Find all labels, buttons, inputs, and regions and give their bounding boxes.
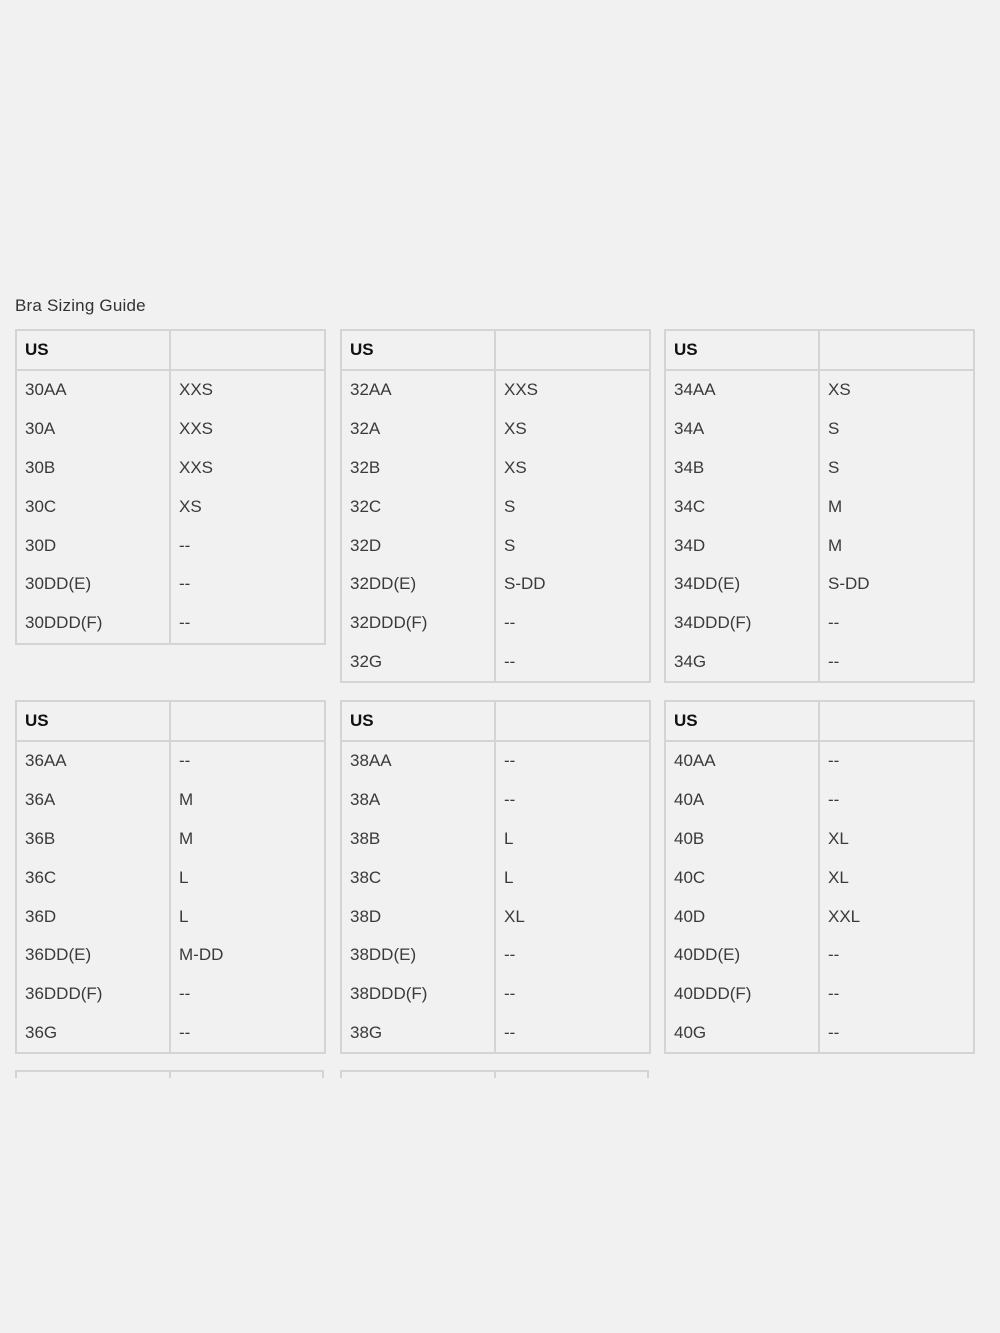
letter-size-cell: M — [828, 496, 843, 516]
us-size-cell: 32D — [341, 526, 495, 565]
table-row — [665, 897, 974, 936]
letter-size-cell: M — [828, 535, 843, 555]
column-header-size — [495, 701, 650, 741]
table-row — [341, 897, 650, 936]
table-row — [341, 487, 650, 526]
table-row — [16, 897, 325, 936]
letter-size-cell: -- — [828, 1022, 840, 1042]
table-row — [341, 370, 650, 410]
letter-size-cell: S — [828, 457, 840, 477]
letter-size-cell: M-DD — [179, 945, 224, 965]
size-table — [664, 700, 975, 1054]
us-size-cell: 32G — [341, 643, 495, 683]
us-size-cell: 36D — [16, 897, 170, 936]
us-size-cell: 34G — [665, 643, 819, 683]
us-size-cell: 38A — [341, 781, 495, 820]
us-size-cell: 32DDD(F) — [341, 604, 495, 643]
us-size-cell: 36AA — [16, 741, 170, 781]
column-header-size — [819, 330, 974, 370]
size-table — [340, 329, 651, 683]
table-row — [665, 741, 974, 781]
table-row — [665, 370, 974, 410]
column-header-size — [495, 330, 650, 370]
letter-size-cell: -- — [504, 945, 516, 965]
letter-size-cell: S-DD — [504, 574, 546, 594]
table-row — [341, 604, 650, 643]
table-row — [665, 526, 974, 565]
us-size-cell: 40DDD(F) — [665, 975, 819, 1014]
table-row — [341, 858, 650, 897]
letter-size-cell: XXS — [179, 457, 214, 477]
us-size-cell: 36C — [16, 858, 170, 897]
letter-size-cell: XXS — [179, 380, 214, 400]
table-row — [16, 1014, 325, 1054]
table-row — [341, 975, 650, 1014]
us-size-cell: 30C — [16, 487, 170, 526]
letter-size-cell: -- — [179, 751, 191, 771]
letter-size-cell: -- — [504, 1022, 516, 1042]
letter-size-cell: L — [504, 867, 514, 887]
us-size-cell: 36G — [16, 1014, 170, 1054]
column-header-us: US — [665, 330, 819, 370]
us-size-cell: 38B — [341, 820, 495, 859]
letter-size-cell: -- — [504, 751, 516, 771]
letter-size-cell: L — [179, 906, 189, 926]
table-row — [341, 449, 650, 488]
table-row — [341, 820, 650, 859]
letter-size-cell: XXS — [504, 380, 539, 400]
column-header-us: US — [16, 330, 170, 370]
table-row — [16, 741, 325, 781]
us-size-cell: 30A — [16, 410, 170, 449]
us-size-cell: 30DDD(F) — [16, 604, 170, 644]
us-size-cell: 40D — [665, 897, 819, 936]
letter-size-cell: -- — [828, 790, 840, 810]
us-size-cell: 32AA — [341, 370, 495, 410]
table-row — [665, 565, 974, 604]
table-row — [16, 781, 325, 820]
letter-size-cell: -- — [179, 574, 191, 594]
table-row — [341, 936, 650, 975]
us-size-cell: 30B — [16, 449, 170, 488]
table-row — [16, 858, 325, 897]
letter-size-cell: -- — [828, 984, 840, 1004]
us-size-cell: 38D — [341, 897, 495, 936]
us-size-cell: 34D — [665, 526, 819, 565]
table-row — [665, 487, 974, 526]
us-size-cell: 32B — [341, 449, 495, 488]
table-row — [16, 487, 325, 526]
column-header-us: US — [665, 701, 819, 741]
table-row — [341, 1014, 650, 1054]
letter-size-cell: XXL — [828, 906, 861, 926]
us-size-cell: 38AA — [341, 741, 495, 781]
letter-size-cell: L — [504, 828, 514, 848]
us-size-cell: 30AA — [16, 370, 170, 410]
letter-size-cell: -- — [179, 1022, 191, 1042]
letter-size-cell: M — [179, 790, 194, 810]
table-row — [665, 936, 974, 975]
partial-table — [340, 1070, 649, 1078]
table-row — [341, 410, 650, 449]
us-size-cell: 30D — [16, 526, 170, 565]
us-size-cell: 34AA — [665, 370, 819, 410]
table-row — [665, 410, 974, 449]
us-size-cell: 38DDD(F) — [341, 975, 495, 1014]
us-size-cell: 40AA — [665, 741, 819, 781]
letter-size-cell: -- — [504, 984, 516, 1004]
letter-size-cell: S — [504, 535, 516, 555]
us-size-cell: 34B — [665, 449, 819, 488]
letter-size-cell: -- — [828, 613, 840, 633]
partial-table — [15, 1070, 324, 1078]
us-size-cell: 32DD(E) — [341, 565, 495, 604]
table-row — [16, 526, 325, 565]
size-table — [15, 329, 326, 645]
us-size-cell: 32C — [341, 487, 495, 526]
letter-size-cell: M — [179, 828, 194, 848]
letter-size-cell: S — [504, 496, 516, 516]
letter-size-cell: -- — [504, 651, 516, 671]
letter-size-cell: -- — [179, 613, 191, 633]
table-row — [665, 604, 974, 643]
table-row — [341, 781, 650, 820]
size-table — [15, 700, 326, 1054]
us-size-cell: 38C — [341, 858, 495, 897]
table-row — [665, 858, 974, 897]
us-size-cell: 36DD(E) — [16, 936, 170, 975]
letter-size-cell: -- — [828, 945, 840, 965]
column-header-us: US — [341, 330, 495, 370]
letter-size-cell: XS — [504, 419, 527, 439]
us-size-cell: 40A — [665, 781, 819, 820]
column-header-us: US — [16, 701, 170, 741]
table-row — [665, 643, 974, 683]
letter-size-cell: L — [179, 867, 189, 887]
table-row — [665, 820, 974, 859]
column-header-size — [819, 701, 974, 741]
column-header-size — [170, 701, 325, 741]
us-size-cell: 34A — [665, 410, 819, 449]
table-row — [16, 936, 325, 975]
us-size-cell: 30DD(E) — [16, 565, 170, 604]
table-row — [16, 370, 325, 410]
table-row — [16, 975, 325, 1014]
letter-size-cell: -- — [828, 751, 840, 771]
us-size-cell: 36DDD(F) — [16, 975, 170, 1014]
letter-size-cell: XL — [828, 867, 849, 887]
table-row — [16, 449, 325, 488]
us-size-cell: 40C — [665, 858, 819, 897]
letter-size-cell: XS — [179, 496, 202, 516]
letter-size-cell: -- — [504, 613, 516, 633]
table-row — [665, 975, 974, 1014]
letter-size-cell: XL — [504, 906, 525, 926]
size-table — [340, 700, 651, 1054]
us-size-cell: 36B — [16, 820, 170, 859]
table-row — [341, 565, 650, 604]
us-size-cell: 34C — [665, 487, 819, 526]
column-header-size — [170, 330, 325, 370]
letter-size-cell: -- — [828, 651, 840, 671]
table-row — [16, 565, 325, 604]
letter-size-cell: XXS — [179, 419, 214, 439]
table-row — [16, 410, 325, 449]
us-size-cell: 40B — [665, 820, 819, 859]
size-table — [664, 329, 975, 683]
table-row — [665, 781, 974, 820]
letter-size-cell: -- — [179, 984, 191, 1004]
table-row — [16, 820, 325, 859]
table-row — [341, 643, 650, 683]
column-header-us: US — [341, 701, 495, 741]
table-row — [341, 741, 650, 781]
letter-size-cell: XS — [504, 457, 527, 477]
letter-size-cell: S — [828, 419, 840, 439]
us-size-cell: 34DD(E) — [665, 565, 819, 604]
us-size-cell: 38G — [341, 1014, 495, 1054]
letter-size-cell: XL — [828, 828, 849, 848]
table-row — [665, 1014, 974, 1054]
us-size-cell: 40G — [665, 1014, 819, 1054]
us-size-cell: 34DDD(F) — [665, 604, 819, 643]
table-row — [665, 449, 974, 488]
table-row — [16, 604, 325, 644]
us-size-cell: 38DD(E) — [341, 936, 495, 975]
us-size-cell: 36A — [16, 781, 170, 820]
letter-size-cell: S-DD — [828, 574, 870, 594]
us-size-cell: 32A — [341, 410, 495, 449]
letter-size-cell: -- — [504, 790, 516, 810]
us-size-cell: 40DD(E) — [665, 936, 819, 975]
page-title: Bra Sizing Guide — [15, 296, 146, 315]
table-row — [341, 526, 650, 565]
letter-size-cell: -- — [179, 535, 191, 555]
letter-size-cell: XS — [828, 380, 851, 400]
